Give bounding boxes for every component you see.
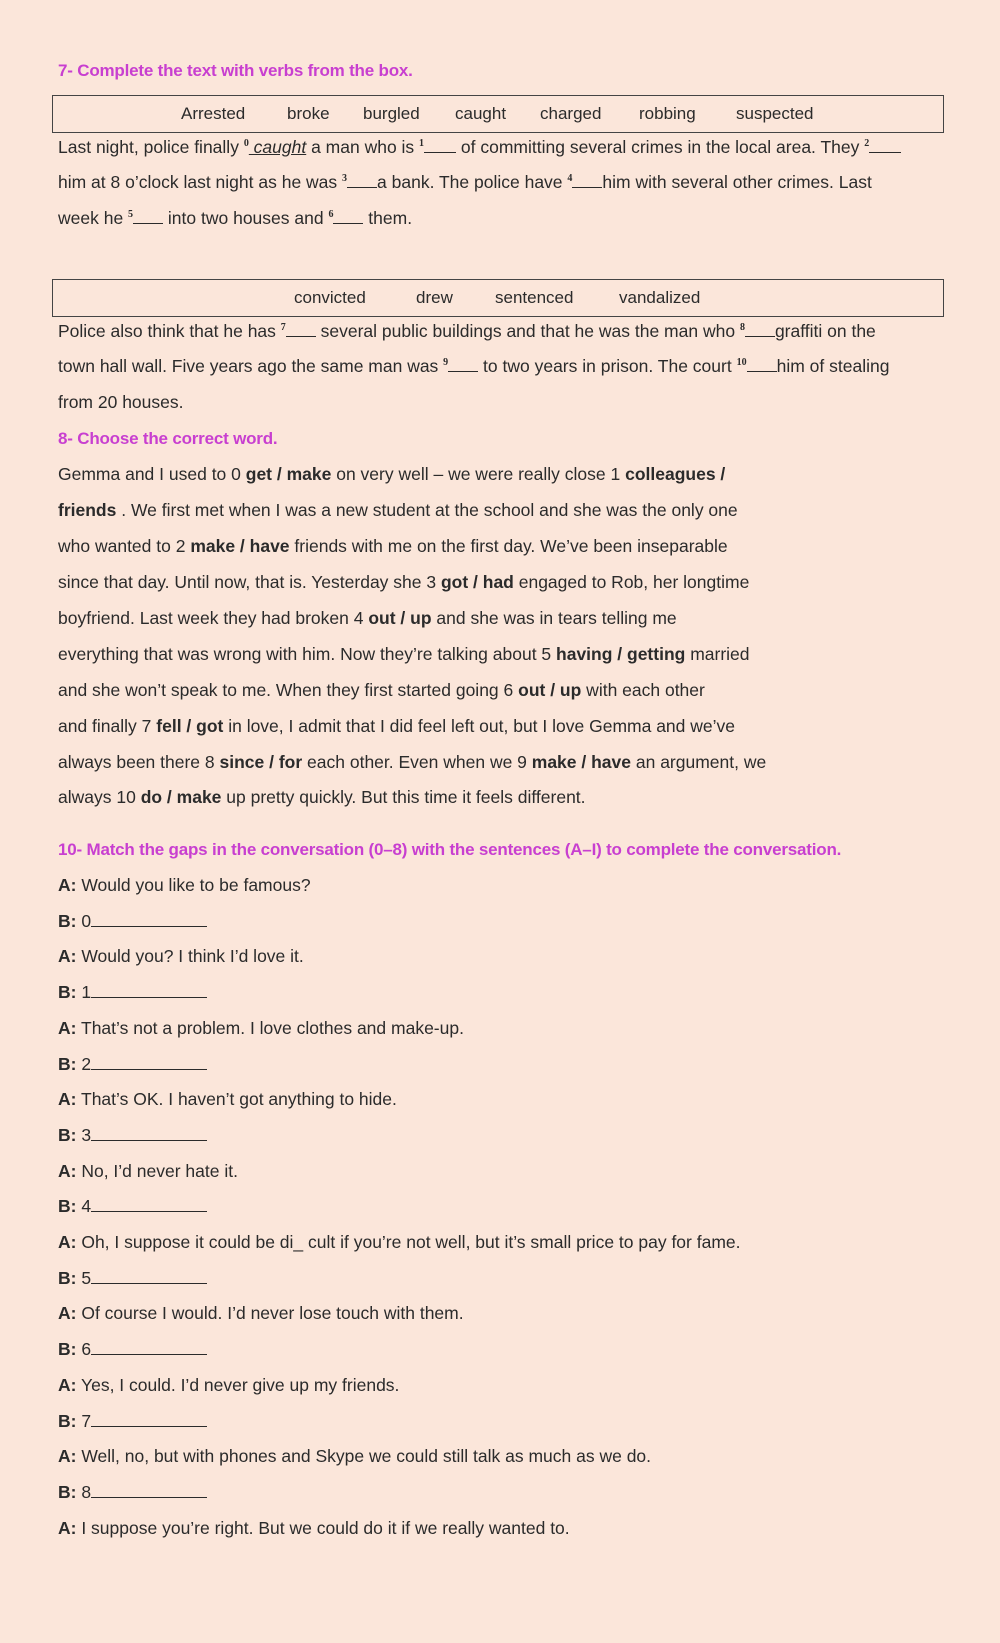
ex8-text-line: always been there 8 since / for each other. Even when we 9 make / have an argument, we (58, 752, 767, 772)
word-choice[interactable]: get / make (245, 464, 332, 484)
box-word: robbing (639, 104, 696, 123)
conversation-gap-line (58, 982, 207, 1003)
speaker-label: B: (58, 1410, 77, 1431)
speaker-label: A: (58, 1160, 77, 1181)
line-text: Of course I would. I’d never lose touch with them. (76, 1303, 464, 1324)
conversation-gap-line (58, 1196, 207, 1217)
line-text: I suppose you’re right. But we could do it if we really wanted to. (76, 1517, 570, 1538)
box-word: burgled (363, 104, 420, 123)
speaker-label: A: (58, 946, 77, 967)
conversation-line (58, 946, 304, 967)
ex8-text-line: Gemma and I used to 0 get / make on very well – we were really close 1 colleagues / (58, 464, 726, 484)
word-choice[interactable]: friends (58, 500, 117, 520)
conversation-gap-line (58, 1125, 207, 1146)
gap-1[interactable] (424, 151, 456, 153)
box-word: Arrested (181, 104, 246, 123)
answer-blank[interactable] (91, 1425, 207, 1427)
ex8-text-line: who wanted to 2 make / have friends with me on the first day. We’ve been inseparable (58, 536, 728, 556)
conversation-gap-line (58, 1482, 207, 1503)
example-answer: caught (248, 137, 307, 157)
gap-10[interactable] (747, 370, 777, 372)
speaker-label: A: (58, 875, 77, 895)
speaker-label: B: (58, 1481, 77, 1502)
answer-blank[interactable] (91, 925, 207, 927)
line-text: 8 (76, 1481, 92, 1502)
ex7-text-line: Last night, police finally $^0$ caught a man who is $^1$ of committing several crimes in the local area. They $^2$ (58, 137, 901, 158)
conversation-line (58, 1232, 741, 1253)
conversation-line (58, 1089, 397, 1110)
gap-9[interactable] (448, 370, 478, 372)
answer-blank[interactable] (91, 996, 207, 998)
word-choice[interactable]: having / getting (556, 644, 686, 664)
answer-blank[interactable] (91, 1210, 207, 1212)
word-box-1 (52, 95, 944, 133)
answer-blank[interactable] (91, 1139, 207, 1141)
gap-7[interactable] (286, 335, 316, 337)
gap-4[interactable] (572, 186, 602, 188)
box-word: caught (455, 104, 507, 123)
ex8-text-line: boyfriend. Last week they had broken 4 out / up and she was in tears telling me (58, 608, 677, 628)
line-text: No, I’d never hate it. (76, 1160, 238, 1181)
speaker-label: A: (58, 1303, 77, 1324)
word-choice[interactable]: fell / got (156, 716, 224, 736)
ex8-text-line: and she won’t speak to me. When they first started going 6 out / up with each other (58, 680, 705, 700)
speaker-label: A: (58, 1017, 77, 1038)
conversation-line (58, 875, 311, 896)
box-word: convicted (294, 288, 366, 307)
answer-blank[interactable] (91, 1068, 207, 1070)
word-choice[interactable]: since / for (219, 752, 303, 772)
line-text: 2 (76, 1053, 92, 1074)
box-word: sentenced (495, 288, 574, 307)
exercise-8-heading: 8- Choose the correct word. (58, 429, 278, 448)
box-word: charged (540, 104, 602, 123)
answer-blank[interactable] (91, 1353, 207, 1355)
line-text: Yes, I could. I’d never give up my friends. (76, 1374, 400, 1395)
line-text: 3 (76, 1124, 92, 1145)
speaker-label: A: (58, 1446, 77, 1467)
line-text: Well, no, but with phones and Skype we could still talk as much as we do. (76, 1446, 652, 1467)
line-text: 4 (76, 1196, 92, 1217)
conversation-line (58, 1375, 399, 1396)
line-text: 1 (76, 982, 92, 1003)
speaker-label: B: (58, 910, 77, 931)
word-choice[interactable]: make / have (190, 536, 290, 556)
answer-blank[interactable] (91, 1496, 207, 1498)
ex8-text-line: friends . We first met when I was a new student at the school and she was the only one (58, 500, 738, 520)
line-text: Would you? I think I’d love it. (76, 946, 304, 967)
line-text: That’s OK. I haven’t got anything to hide. (76, 1089, 397, 1110)
box-word: vandalized (619, 288, 701, 307)
line-text: 7 (76, 1410, 92, 1431)
word-choice[interactable]: got / had (440, 572, 514, 592)
line-text: Oh, I suppose it could be di_ cult if you’re not well, but it’s small price to pay for fame. (76, 1232, 741, 1252)
speaker-label: A: (58, 1232, 77, 1252)
word-choice[interactable]: colleagues / (625, 464, 726, 484)
conversation-line (58, 1446, 651, 1467)
word-choice[interactable]: out / up (518, 680, 582, 700)
exercise-10-heading: 10- Match the gaps in the conversation (0–8) with the sentences (A–I) to complete the conversation. (58, 840, 842, 859)
ex8-text-line: since that day. Until now, that is. Yesterday she 3 got / had engaged to Rob, her longtime (58, 572, 750, 592)
ex7-text-line: from 20 houses. (58, 392, 184, 412)
speaker-label: B: (58, 1124, 77, 1145)
line-text: 6 (76, 1339, 92, 1360)
speaker-label: B: (58, 1267, 77, 1288)
conversation-gap-line (58, 1268, 207, 1289)
box-word: broke (287, 104, 330, 123)
line-text: Would you like to be famous? (76, 875, 311, 895)
speaker-label: A: (58, 1517, 77, 1538)
speaker-label: A: (58, 1089, 77, 1110)
exercise-7-heading: 7- Complete the text with verbs from the box. (58, 61, 413, 80)
conversation-gap-line (58, 1339, 207, 1360)
line-text: 5 (76, 1267, 92, 1288)
gap-8[interactable] (745, 335, 775, 337)
conversation-line (58, 1518, 570, 1539)
conversation-gap-line (58, 911, 207, 932)
word-choice[interactable]: make / have (531, 752, 631, 772)
gap-3[interactable] (347, 186, 377, 188)
speaker-label: A: (58, 1374, 77, 1395)
box-word: suspected (736, 104, 814, 123)
word-choice[interactable]: out / up (368, 608, 432, 628)
ex8-text-line: everything that was wrong with him. Now they’re talking about 5 having / getting married (58, 644, 750, 664)
ex8-text-line: always 10 do / make up pretty quickly. But this time it feels different. (58, 787, 586, 807)
word-box-2 (52, 279, 944, 317)
speaker-label: B: (58, 1053, 77, 1074)
speaker-label: B: (58, 1339, 77, 1360)
ex7-text-line: week he $^5$ into two houses and $^6$ them. (58, 208, 413, 228)
conversation-gap-line (58, 1054, 207, 1075)
ex7-text-line: him at 8 o’clock last night as he was $^3$ a bank. The police have $^4$ him with several other crimes. Last (58, 172, 872, 192)
conversation-line (58, 1303, 464, 1324)
word-choice[interactable]: do / make (140, 787, 222, 807)
conversation-gap-line (58, 1411, 207, 1432)
answer-blank[interactable] (91, 1282, 207, 1284)
box-word: drew (416, 288, 453, 307)
ex7-text-line: town hall wall. Five years ago the same man was $^9$ to two years in prison. The court $^{10}$ him of stealing (58, 356, 890, 376)
line-text: 0 (76, 910, 92, 931)
speaker-label: B: (58, 1196, 77, 1217)
line-text: That’s not a problem. I love clothes and make-up. (76, 1017, 464, 1038)
gap-6[interactable] (333, 222, 363, 224)
ex8-text-line: and finally 7 fell / got in love, I admit that I did feel left out, but I love Gemma and we’ve (58, 716, 735, 736)
gap-5[interactable] (133, 222, 163, 224)
gap-2[interactable] (869, 151, 901, 153)
ex7-text-line: Police also think that he has $^7$ several public buildings and that he was the man who $^8$ graffiti on the (58, 321, 876, 341)
conversation-line (58, 1018, 464, 1039)
conversation-line (58, 1161, 238, 1182)
speaker-label: B: (58, 982, 77, 1003)
